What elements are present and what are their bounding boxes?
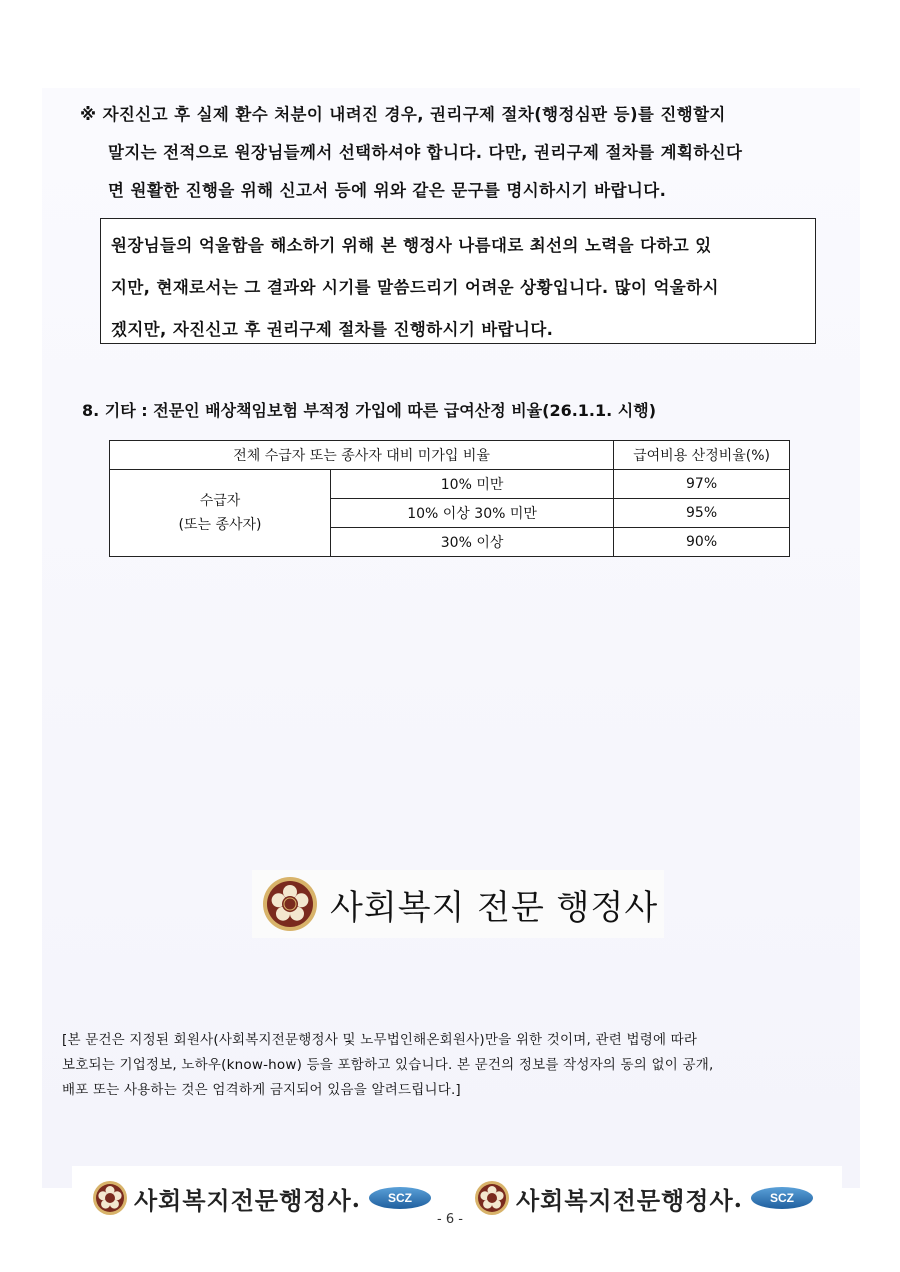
- table-cell-rate: 95%: [614, 499, 790, 528]
- notice-line: 말지는 전적으로 원장님들께서 선택하셔야 합니다. 다만, 권리구제 절차를 계획하신다: [108, 143, 743, 162]
- notice-line: ※ 자진신고 후 실제 환수 처분이 내려진 경우, 권리구제 절차(행정심판 등)를 진행할지: [80, 105, 726, 124]
- disclaimer-line: 보호되는 기업정보, 노하우(know-how) 등을 포함하고 있습니다. 본 문건의 정보를 작성자의 동의 없이 공개,: [62, 1057, 714, 1073]
- notice-paragraph: [80, 96, 840, 210]
- mugunghwa-emblem-icon: [262, 876, 318, 932]
- footer-dot: .: [733, 1183, 744, 1213]
- footer-dot: .: [351, 1183, 362, 1213]
- table-cell-range: 10% 미만: [331, 470, 614, 499]
- row-group-label-line: 수급자: [199, 493, 241, 509]
- table-header-cell: 급여비용 산정비율(%): [614, 441, 790, 470]
- mugunghwa-emblem-icon: [92, 1180, 128, 1216]
- logo-text: 사회복지 전문 행정사: [330, 887, 659, 928]
- notice-line: 면 원활한 진행을 위해 신고서 등에 위와 같은 문구를 명시하시기 바랍니다.: [108, 181, 667, 200]
- table-header-row: [110, 441, 790, 470]
- footer-brand-text: 사회복지전문행정사: [516, 1185, 734, 1215]
- table-cell-range: 30% 이상: [331, 528, 614, 557]
- boxed-note: [100, 218, 816, 344]
- table-cell-range: 10% 이상 30% 미만: [331, 499, 614, 528]
- footer-brand-text: 사회복지전문행정사: [134, 1185, 352, 1215]
- scz-logo-icon: SCZ: [751, 1187, 813, 1209]
- footer-brand-right: [474, 1180, 813, 1216]
- row-group-label: [110, 470, 331, 557]
- boxed-note-line: 겠지만, 자진신고 후 권리구제 절차를 진행하시기 바랍니다.: [111, 320, 554, 339]
- disclaimer-line: [본 문건은 지정된 회원사(사회복지전문행정사 및 노무법인해온회원사)만을 위한 것이며, 관련 법령에 따라: [62, 1032, 698, 1048]
- disclaimer-line: 배포 또는 사용하는 것은 엄격하게 금지되어 있음을 알려드립니다.]: [62, 1082, 461, 1098]
- table-row: [110, 470, 790, 499]
- boxed-note-line: 원장님들의 억울함을 해소하기 위해 본 행정사 나름대로 최선의 노력을 다하고 있: [111, 236, 712, 255]
- section-8-heading: 8. 기타 : 전문인 배상책임보험 부적정 가입에 따른 급여산정 비율(26.1.1. 시행): [82, 401, 657, 420]
- disclaimer: [62, 1028, 838, 1103]
- page-number: - 6 -: [437, 1212, 463, 1227]
- table-header-cell: 전체 수급자 또는 종사자 대비 미가입 비율: [110, 441, 614, 470]
- scz-logo-icon: SCZ: [369, 1187, 431, 1209]
- rate-table: [109, 440, 790, 557]
- footer-brand-left: [92, 1180, 431, 1216]
- table-cell-rate: 90%: [614, 528, 790, 557]
- table-cell-rate: 97%: [614, 470, 790, 499]
- row-group-label-line: (또는 종사자): [178, 517, 262, 533]
- boxed-note-line: 지만, 현재로서는 그 결과와 시기를 말씀드리기 어려운 상황입니다. 많이 억울하시: [111, 278, 719, 297]
- logo-banner: [252, 870, 664, 938]
- mugunghwa-emblem-icon: [474, 1180, 510, 1216]
